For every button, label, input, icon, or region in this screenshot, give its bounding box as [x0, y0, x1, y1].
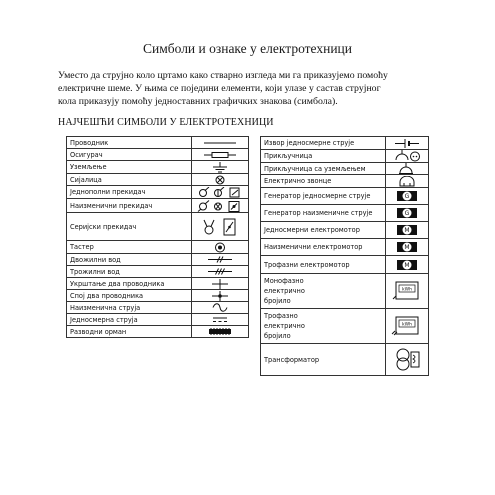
table-row: [67, 186, 249, 199]
dc-generator-icon: [386, 188, 429, 205]
ac-generator-icon: [386, 205, 429, 222]
table-row: [67, 161, 249, 174]
symbol-label: Наизменична струја: [67, 302, 192, 314]
symbol-label: Једнополни прекидач: [67, 186, 192, 199]
two-wire-line-icon: [192, 254, 249, 266]
dc-source-icon: [386, 137, 429, 150]
series-switch-icon: [192, 213, 249, 241]
table-row: [67, 278, 249, 290]
table-row: [261, 274, 429, 309]
left-symbol-table: [66, 136, 249, 338]
table-row: [261, 137, 429, 150]
socket-icon: [386, 150, 429, 163]
transformer-icon: [386, 344, 429, 376]
symbol-label: [261, 309, 386, 344]
motor-glyph: M: [404, 261, 410, 269]
table-row: [67, 241, 249, 254]
right-symbol-table: [260, 136, 429, 376]
table-row: [67, 266, 249, 278]
symbol-label: Укрштање два проводника: [67, 278, 192, 290]
push-button-icon: [192, 241, 249, 254]
table-row: [67, 137, 249, 149]
table-row: [67, 254, 249, 266]
symbol-label: Једносмерна струја: [67, 314, 192, 326]
table-row: [261, 205, 429, 222]
symbol-label: Прикључница: [261, 150, 386, 163]
intro-paragraph: [58, 69, 438, 108]
table-row: [67, 314, 249, 326]
table-row: [67, 290, 249, 302]
symbol-label: Осигурач: [67, 149, 192, 161]
symbol-label: Двожилни вод: [67, 254, 192, 266]
symbol-label: Прикључница са уземљењем: [261, 163, 386, 175]
junction-icon: [192, 290, 249, 302]
table-row: [67, 326, 249, 338]
single-pole-switch-icon: [192, 186, 249, 199]
motor-glyph: M: [404, 244, 410, 252]
intro-line: Уместо да струјно коло цртамо како стварно изгледа ми га приказујемо помоћу: [58, 70, 388, 81]
table-row: [261, 163, 429, 175]
three-phase-meter-icon: [386, 309, 429, 344]
symbol-label: Наизменични прекидач: [67, 199, 192, 213]
page-title: Симболи и ознаке у електротехници: [142, 41, 352, 56]
ac-icon: [192, 302, 249, 314]
table-row: [261, 188, 429, 205]
table-row: [261, 175, 429, 188]
symbol-label: Трансформатор: [261, 344, 386, 376]
section-heading: НАЈЧЕШЋИ СИМБОЛИ У ЕЛЕКТРОТЕХНИЦИ: [58, 117, 274, 128]
symbol-label: Трожилни вод: [67, 266, 192, 278]
symbol-label: Разводни орман: [67, 326, 192, 338]
table-row: [67, 149, 249, 161]
meter-glyph: kWh: [402, 287, 412, 293]
ground-icon: [192, 161, 249, 174]
table-row: [261, 309, 429, 344]
table-row: [261, 239, 429, 256]
symbol-label: Једносмерни електромотор: [261, 222, 386, 239]
symbol-label: Серијски прекидач: [67, 213, 192, 241]
fuse-icon: [192, 149, 249, 161]
symbol-label-text: Трофазно електрично бројило: [264, 312, 305, 340]
intro-line: електричне шеме. У њима се поједини елементи, који улазе у састав струјног: [58, 83, 381, 94]
dc-motor-icon: [386, 222, 429, 239]
symbol-label: [261, 274, 386, 309]
table-row: [67, 213, 249, 241]
table-row: [67, 199, 249, 213]
crossing-conductors-icon: [192, 278, 249, 290]
symbol-label: Уземљење: [67, 161, 192, 174]
symbol-label: Извор једносмерне струје: [261, 137, 386, 150]
distribution-board-icon: [192, 326, 249, 338]
symbol-label: Наизменични електромотор: [261, 239, 386, 256]
grounded-socket-icon: [386, 163, 429, 175]
table-row: [261, 150, 429, 163]
intro-line: кола приказују помоћу једноставних графичких знакова (симбола).: [58, 96, 338, 107]
alternating-switch-icon: [192, 199, 249, 213]
symbol-label-text: Монофазно електрично бројило: [264, 277, 305, 305]
three-phase-motor-icon: [386, 256, 429, 274]
meter-glyph: kWh: [402, 322, 412, 328]
three-wire-line-icon: [192, 266, 249, 278]
dc-icon: [192, 314, 249, 326]
table-row: [67, 174, 249, 186]
single-phase-meter-icon: [386, 274, 429, 309]
motor-glyph: M: [404, 227, 410, 235]
symbol-label: Трофазни електромотор: [261, 256, 386, 274]
symbol-label: Генератор наизменичне струје: [261, 205, 386, 222]
symbol-label: Спој два проводника: [67, 290, 192, 302]
bell-icon: [386, 175, 429, 188]
symbol-label: Електрично звонце: [261, 175, 386, 188]
table-row: [261, 256, 429, 274]
conductor-icon: [192, 137, 249, 149]
symbol-label: Генератор једносмерне струје: [261, 188, 386, 205]
lamp-icon: [192, 174, 249, 186]
symbol-label: Тастер: [67, 241, 192, 254]
generator-glyph: G: [404, 193, 410, 201]
symbol-label: Сијалица: [67, 174, 192, 186]
ac-motor-icon: [386, 239, 429, 256]
generator-glyph: G: [404, 210, 410, 218]
symbol-label: Проводник: [67, 137, 192, 149]
table-row: [261, 344, 429, 376]
table-row: [261, 222, 429, 239]
table-row: [67, 302, 249, 314]
